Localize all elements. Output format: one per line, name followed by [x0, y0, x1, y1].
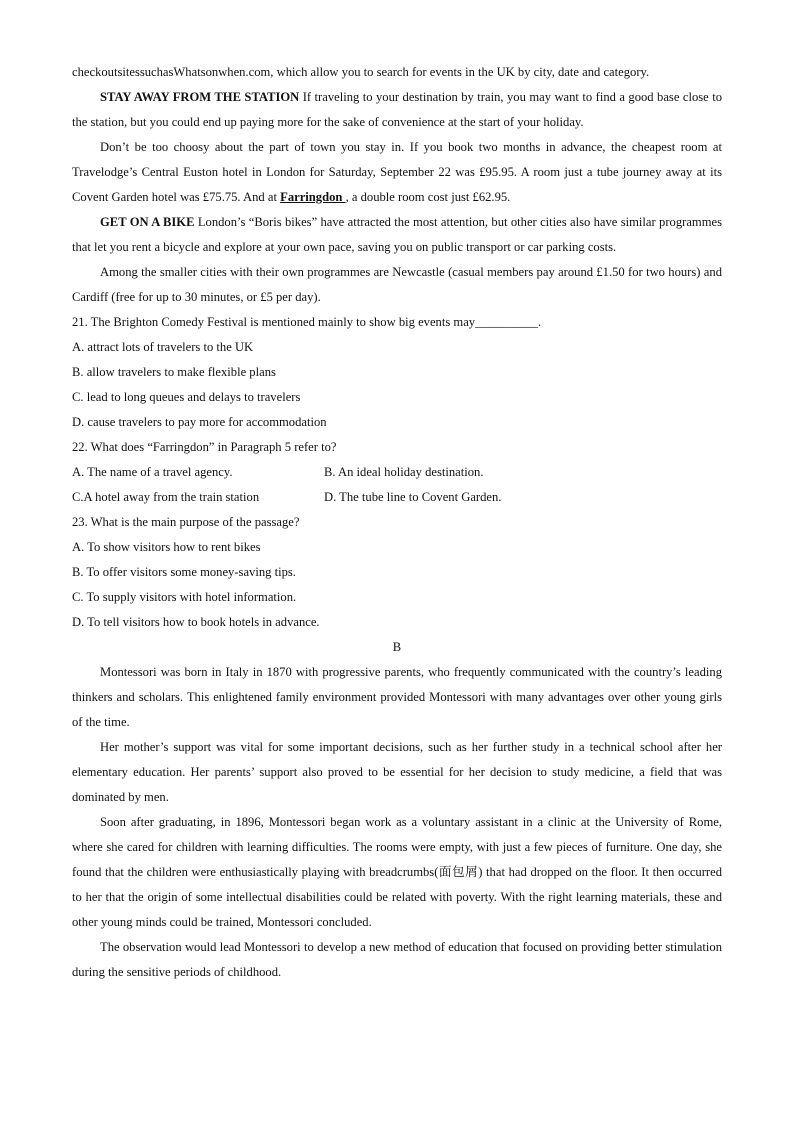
paragraph-text: If traveling to your destination by train, you may want to find a good base close to the station, but you could end up paying more for the sake of convenience at the start of your holiday.: [72, 90, 722, 129]
question-23-option-b: B. To offer visitors some money-saving tips.: [72, 565, 296, 579]
section-heading-bike: GET ON A BIKE: [100, 215, 195, 229]
paragraph-text: Don’t be too choosy about the part of town you stay in. If you book two months in advance, the cheapest room at Travelodge’s Central Euston hotel in London for Saturday, September 22 was £95.95. A room just a tube journey away at its Covent Garden hotel was £75.75. And at: [72, 140, 722, 204]
passage-b-paragraph-2: Her mother’s support was vital for some important decisions, such as her further study in a technical school after her elementary education. Her parents’ support also proved to be essential for her decision to study medicine, a field that was dominated by men.: [72, 740, 722, 804]
passage-a-paragraph-4: Among the smaller cities with their own programmes are Newcastle (casual members pay around £1.50 for two hours) and Cardiff (free for up to 30 minutes, or £5 per day).: [72, 265, 722, 304]
paragraph-text: London’s “Boris bikes” have attracted the most attention, but other cities also have similar programmes that let you rent a bicycle and explore at your own pace, saving you on public transport or car parking costs.: [72, 215, 723, 254]
question-23-option-c: C. To supply visitors with hotel information.: [72, 590, 297, 604]
passage-a-paragraph-1: [72, 85, 722, 135]
question-21-option-d: D. cause travelers to pay more for accommodation: [72, 415, 327, 429]
question-23-option-a: A. To show visitors how to rent bikes: [72, 540, 261, 554]
question-22-options-row-1: [72, 460, 722, 485]
section-b-label: B: [392, 640, 402, 654]
section-heading-station: STAY AWAY FROM THE STATION: [100, 90, 300, 104]
question-22-option-d: D. The tube line to Covent Garden.: [324, 490, 502, 504]
underlined-word-farringdon: Farringdon: [280, 190, 346, 204]
question-22-stem: 22. What does “Farringdon” in Paragraph 5 refer to?: [72, 440, 337, 454]
question-21-stem: 21. The Brighton Comedy Festival is mentioned mainly to show big events may__________.: [72, 315, 542, 329]
passage-b-paragraph-1: Montessori was born in Italy in 1870 with progressive parents, who frequently communicated with the country’s leading thinkers and scholars. This enlightened family environment provided Montessori with many advantages over other young girls of the time.: [72, 665, 722, 729]
question-23-option-d: D. To tell visitors how to book hotels in advance.: [72, 615, 320, 629]
passage-a-paragraph-2: [72, 135, 722, 210]
question-21-option-a: A. attract lots of travelers to the UK: [72, 340, 254, 354]
question-22-option-a: A. The name of a travel agency.: [72, 465, 233, 479]
passage-a-paragraph-0: checkoutsitessuchasWhatsonwhen.com, which allow you to search for events in the UK by city, date and category.: [72, 65, 650, 79]
passage-a-paragraph-3: [72, 210, 722, 260]
paragraph-text-tail: , a double room cost just £62.95.: [345, 190, 511, 204]
document-page: [72, 60, 722, 985]
passage-b-paragraph-3: Soon after graduating, in 1896, Montessori began work as a voluntary assistant in a clinic at the University of Rome, where she cared for children with learning difficulties. The rooms were empty, with just a few pieces of furniture. One day, she found that the children were enthusiastically playing with breadcrumbs(面包屑) that had dropped on the floor. It then occurred to her that the origin of some intellectual disabilities could be related with poverty. With the right learning materials, these and other young minds could be trained, Montessori concluded.: [72, 815, 722, 929]
question-21-option-c: C. lead to long queues and delays to travelers: [72, 390, 301, 404]
passage-b-paragraph-4: The observation would lead Montessori to develop a new method of education that focused on providing better stimulation during the sensitive periods of childhood.: [72, 940, 722, 979]
question-22-option-c: C.A hotel away from the train station: [72, 490, 260, 504]
question-23-stem: 23. What is the main purpose of the passage?: [72, 515, 300, 529]
question-21-option-b: B. allow travelers to make flexible plans: [72, 365, 276, 379]
question-22-options-row-2: [72, 485, 722, 510]
question-22-option-b: B. An ideal holiday destination.: [324, 465, 484, 479]
